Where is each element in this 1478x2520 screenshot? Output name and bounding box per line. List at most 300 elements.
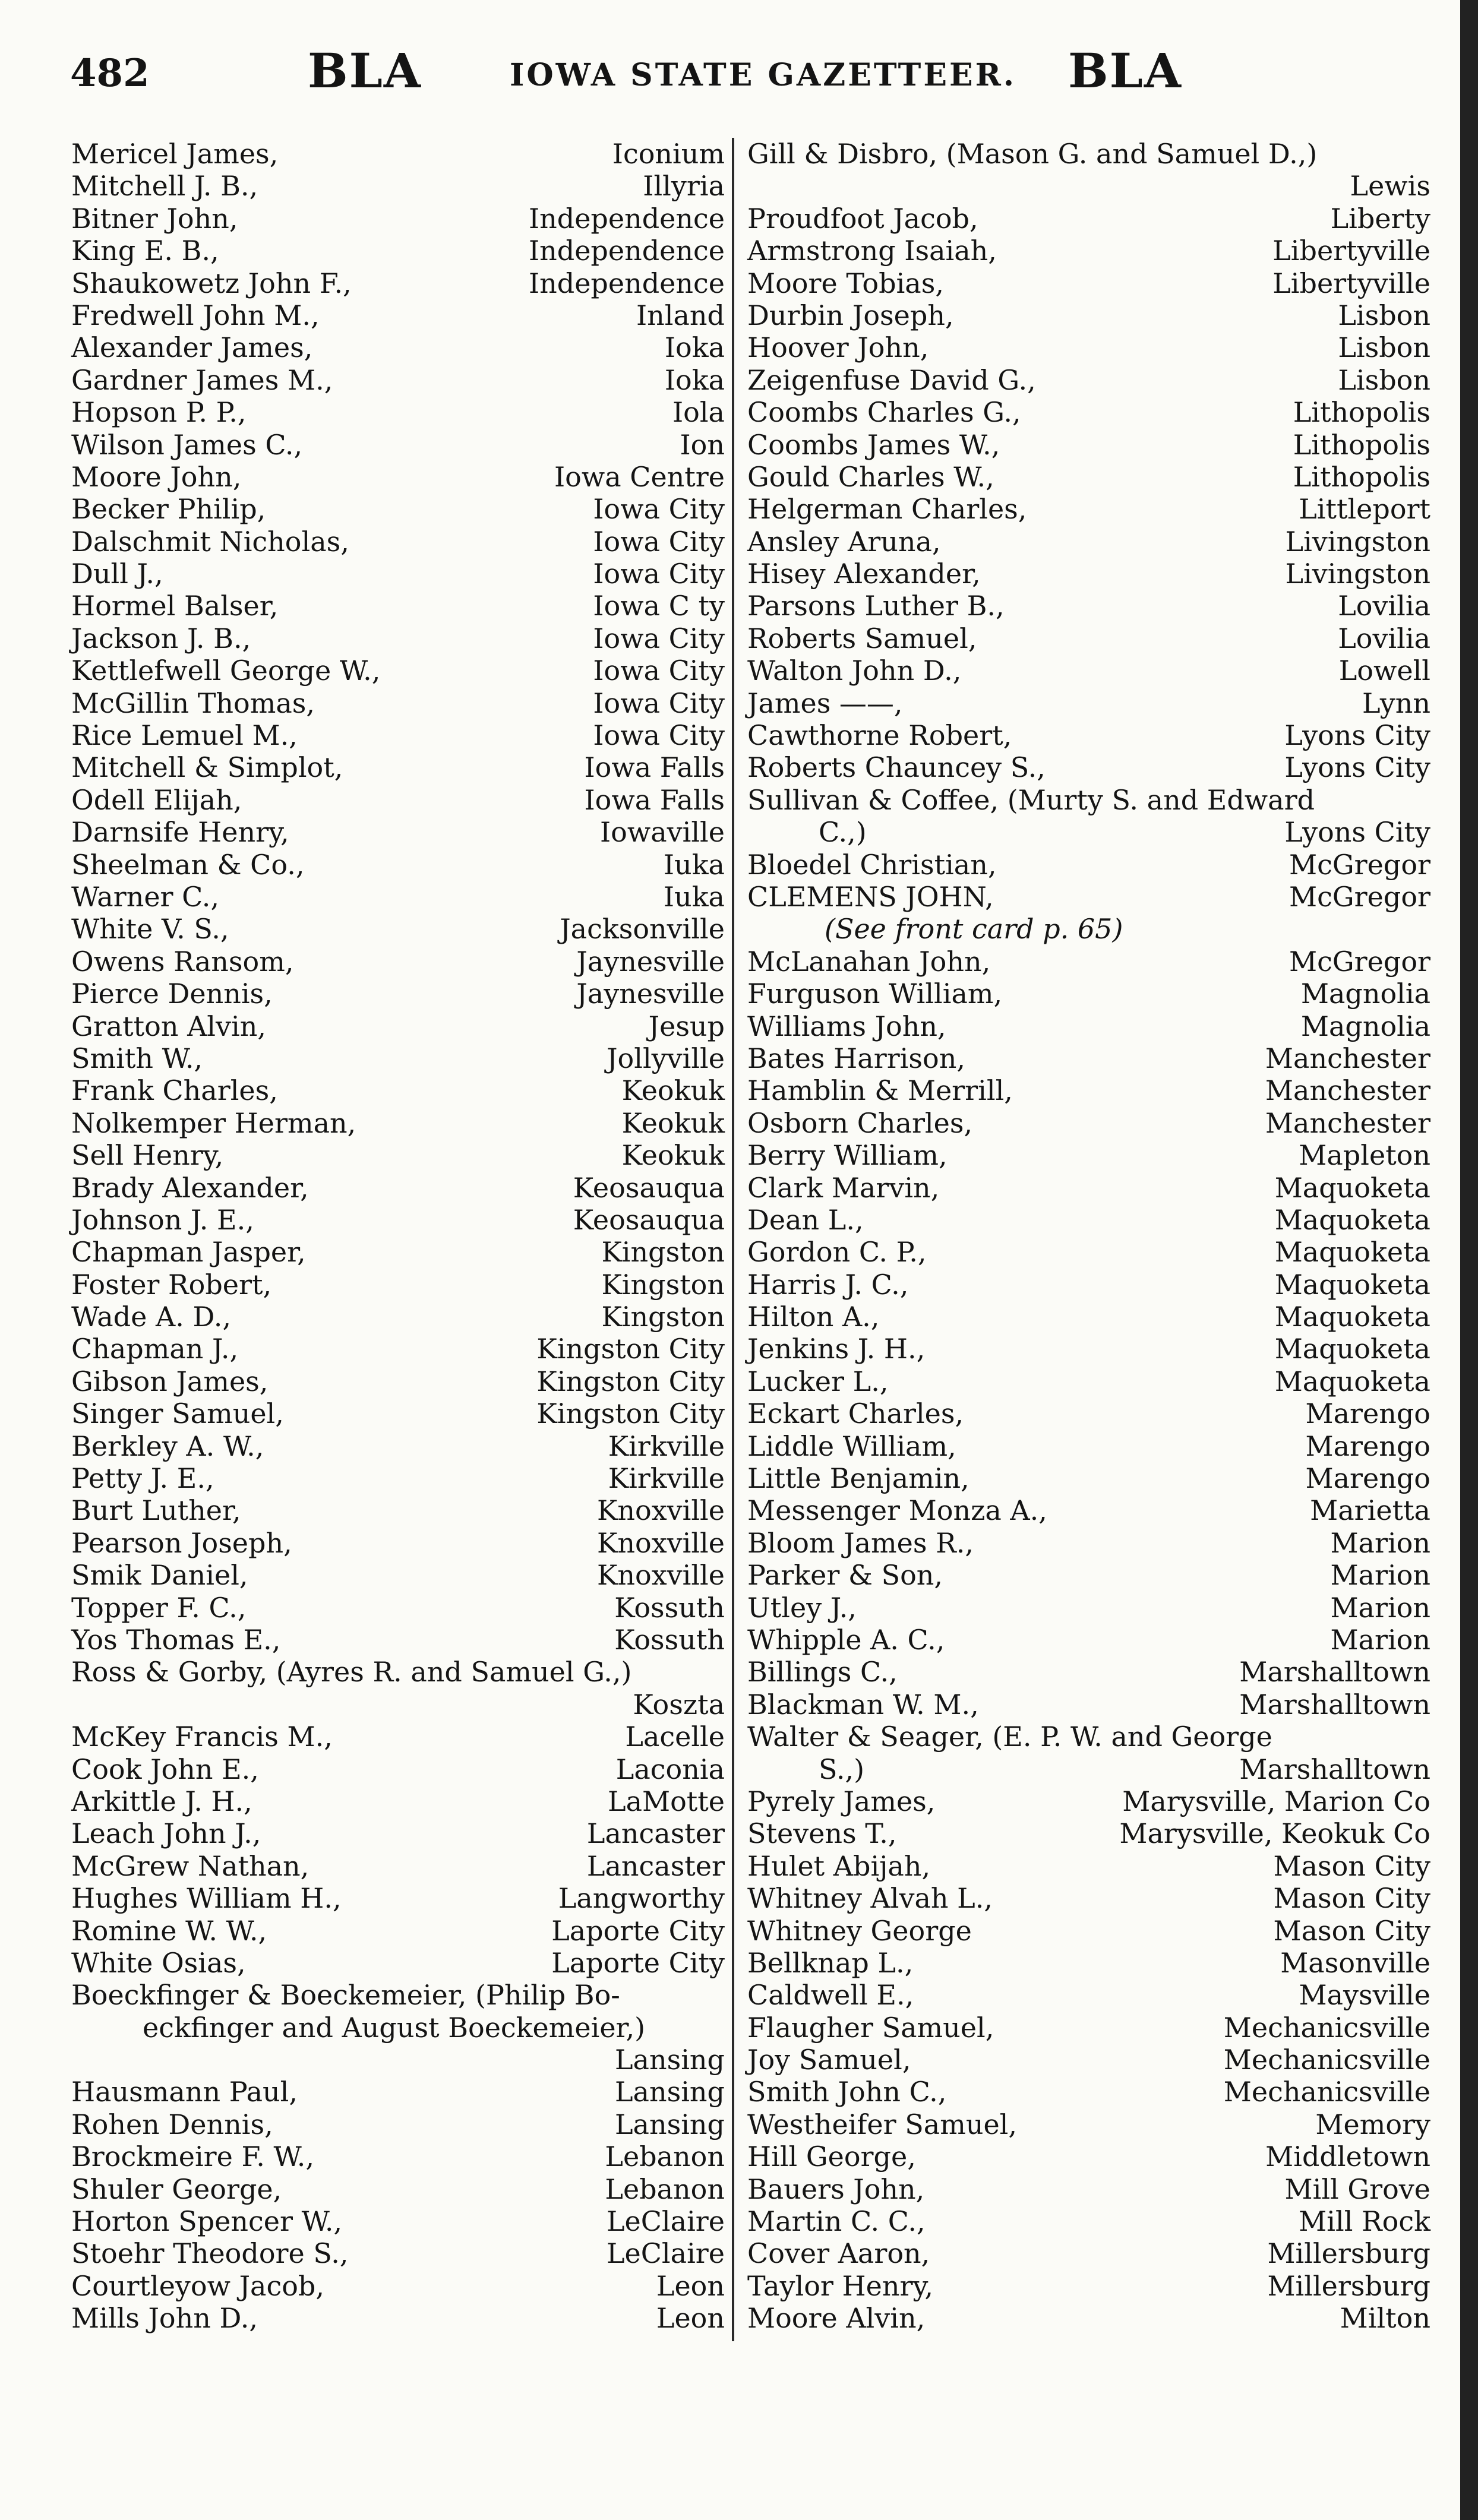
- directory-entry: [71, 1397, 725, 1430]
- directory-entry: [71, 849, 725, 881]
- entry-place: Kingston City: [536, 1397, 725, 1430]
- entry-name: Hopson P. P.,: [71, 396, 247, 429]
- entry-name: Gordon C. P.,: [747, 1236, 927, 1269]
- directory-entry: [747, 2237, 1430, 2269]
- directory-entry: [747, 1397, 1430, 1430]
- entry-name: Horton Spencer W.,: [71, 2205, 343, 2238]
- entry-name: Hill George,: [747, 2140, 916, 2173]
- entry-place: Kirkville: [608, 1462, 725, 1495]
- entry-place: Knoxville: [597, 1526, 725, 1559]
- entry-place: Keokuk: [621, 1106, 725, 1139]
- entry-name: Flaugher Samuel,: [747, 2011, 994, 2044]
- directory-entry: [71, 1107, 725, 1139]
- entry-name: Moore John,: [71, 460, 242, 493]
- directory-entry: [747, 1979, 1430, 2011]
- entry-name: Bellknap L.,: [747, 1946, 914, 1979]
- entry-place: Maysville: [1299, 1979, 1430, 2012]
- entry-place: McGregor: [1289, 848, 1430, 881]
- directory-entry: [71, 1817, 725, 1849]
- entry-place: Lisbon: [1338, 299, 1430, 331]
- entry-place: Keosauqua: [573, 1203, 725, 1236]
- directory-entry: [71, 1624, 725, 1656]
- directory-entry: [747, 299, 1430, 331]
- directory-entry: [747, 1139, 1430, 1171]
- entry-place: Leon: [656, 2269, 725, 2302]
- entry-name: Yos Thomas E.,: [71, 1623, 281, 1656]
- directory-entry: [71, 784, 725, 816]
- entry-name: Boeckfinger & Boeckemeier, (Philip Bo-: [71, 1979, 620, 2012]
- entry-name: Roberts Samuel,: [747, 622, 977, 654]
- entry-name: Moore Tobias,: [747, 267, 944, 299]
- entry-name: Stoehr Theodore S.,: [71, 2237, 349, 2270]
- entry-name: Owens Ransom,: [71, 945, 294, 978]
- directory-entry: [71, 1333, 725, 1365]
- entry-name: Parker & Son,: [747, 1559, 943, 1592]
- entry-name: Taylor Henry,: [747, 2269, 933, 2302]
- directory-entry: [747, 1042, 1430, 1074]
- entry-name: Cawthorne Robert,: [747, 719, 1012, 752]
- entry-place: Lyons City: [1284, 751, 1430, 784]
- directory-entry: [747, 2205, 1430, 2237]
- directory-entry: [747, 2044, 1430, 2076]
- directory-entry: [71, 719, 725, 751]
- entry-place: Memory: [1315, 2108, 1430, 2140]
- directory-entry: [747, 1947, 1430, 1979]
- directory-entry: [71, 429, 725, 461]
- entry-name: Hausmann Paul,: [71, 2076, 298, 2108]
- directory-entry: [747, 1656, 1430, 1688]
- page-header: [70, 43, 1182, 108]
- entry-place: Lansing: [615, 2044, 725, 2076]
- directory-entry: [747, 2076, 1430, 2108]
- directory-entry: [747, 1850, 1430, 1882]
- entry-place: Iowa City: [593, 622, 725, 654]
- entry-place: Kingston: [601, 1268, 725, 1301]
- directory-entry: [71, 978, 725, 1010]
- directory-entry: [747, 1107, 1430, 1139]
- entry-place: Jaynesville: [576, 978, 725, 1010]
- entry-name: Gratton Alvin,: [71, 1010, 266, 1042]
- entry-name: Mitchell J. B.,: [71, 170, 258, 203]
- directory-entry: [71, 1947, 725, 1979]
- entry-name: Ansley Aruna,: [747, 525, 941, 558]
- entry-place: Jollyville: [607, 1042, 725, 1074]
- entry-place: Keosauqua: [573, 1171, 725, 1204]
- directory-entry: [71, 622, 725, 654]
- entry-name: Caldwell E.,: [747, 1979, 914, 2012]
- directory-entry: [747, 2302, 1430, 2334]
- directory-entry: [71, 396, 725, 428]
- entry-name: Hoover John,: [747, 331, 929, 364]
- entry-name: Roberts Chauncey S.,: [747, 751, 1046, 784]
- entry-name: Bates Harrison,: [747, 1042, 965, 1074]
- entry-name: Armstrong Isaiah,: [747, 235, 997, 267]
- entry-place: Mechanicsville: [1223, 2044, 1430, 2076]
- entry-place: Kossuth: [614, 1591, 725, 1624]
- entry-name: McLanahan John,: [747, 945, 991, 978]
- entry-place: Littleport: [1299, 493, 1430, 526]
- entry-name: Mitchell & Simplot,: [71, 751, 343, 784]
- directory-entry: [71, 1494, 725, 1526]
- directory-entry: [71, 235, 725, 267]
- entry-name: Martin C. C.,: [747, 2205, 926, 2238]
- entry-name: Dalschmit Nicholas,: [71, 525, 349, 558]
- entry-place: Marengo: [1305, 1430, 1430, 1462]
- entry-name: Rohen Dennis,: [71, 2108, 273, 2140]
- directory-entry: [747, 1494, 1430, 1526]
- directory-entry: [747, 1559, 1430, 1591]
- directory-entry: [71, 299, 725, 331]
- directory-entry: [71, 1074, 725, 1106]
- directory-entry: [747, 1430, 1430, 1462]
- entry-name: Arkittle J. H.,: [71, 1785, 252, 1817]
- directory-entry: [71, 203, 725, 235]
- entry-place: Maquoketa: [1274, 1203, 1430, 1236]
- entry-name: Proudfoot Jacob,: [747, 202, 978, 235]
- entry-name: King E. B.,: [71, 235, 219, 267]
- entry-name: Lucker L.,: [747, 1365, 889, 1397]
- page-number: 482: [70, 51, 150, 96]
- entry-name: Parsons Luther B.,: [747, 590, 1005, 622]
- directory-entry: [71, 1915, 725, 1947]
- entry-place: Marshalltown: [1239, 1656, 1430, 1689]
- directory-entry: [71, 1301, 725, 1333]
- directory-entry: [71, 2270, 725, 2302]
- entry-name: Pyrely James,: [747, 1785, 936, 1817]
- entry-name: Coombs James W.,: [747, 428, 1000, 461]
- directory-entry: [747, 2012, 1430, 2044]
- entry-place: Lancaster: [586, 1817, 725, 1850]
- entry-name: Sheelman & Co.,: [71, 848, 305, 881]
- entry-place: Kingston: [601, 1236, 725, 1269]
- directory-entry: [747, 1689, 1430, 1721]
- directory-entry: [71, 2108, 725, 2140]
- entry-place: Lithopolis: [1293, 460, 1430, 493]
- entry-place: Langworthy: [558, 1882, 725, 1915]
- entry-place: Iowa Centre: [554, 460, 725, 493]
- entry-name: Romine W. W.,: [71, 1914, 267, 1947]
- entry-name: Liddle William,: [747, 1430, 956, 1462]
- entry-name: Zeigenfuse David G.,: [747, 363, 1036, 396]
- entry-place: Libertyville: [1272, 267, 1430, 299]
- directory-entry: [71, 590, 725, 622]
- entry-place: LeClaire: [606, 2205, 725, 2238]
- entry-name: Clark Marvin,: [747, 1171, 940, 1204]
- entry-place: Marshalltown: [1239, 1688, 1430, 1721]
- entry-place: Independence: [528, 235, 725, 267]
- directory-entry: [747, 978, 1430, 1010]
- entry-name: Rice Lemuel M.,: [71, 719, 298, 752]
- entry-place: Kirkville: [608, 1430, 725, 1462]
- directory-entry: [71, 1139, 725, 1171]
- directory-entry: [747, 1817, 1430, 1849]
- entry-name: Messenger Monza A.,: [747, 1494, 1047, 1527]
- entry-place: Mason City: [1273, 1914, 1430, 1947]
- entry-name-continued: eckfinger and August Boeckemeier,): [143, 2011, 646, 2044]
- entry-place: Lansing: [615, 2076, 725, 2108]
- running-title: IOWA STATE GAZETTEER.: [510, 57, 1016, 93]
- directory-entry: [747, 331, 1430, 363]
- entry-place: Laporte City: [551, 1946, 725, 1979]
- directory-entry: [71, 526, 725, 558]
- directory-entry: [747, 1785, 1430, 1817]
- entry-place: Maquoketa: [1274, 1365, 1430, 1397]
- entry-name: Gill & Disbro, (Mason G. and Samuel D.,): [747, 138, 1318, 170]
- entry-place: Lyons City: [1284, 816, 1430, 849]
- directory-entry: [747, 1236, 1430, 1268]
- directory-entry: [747, 558, 1430, 590]
- directory-entry: [747, 1301, 1430, 1333]
- entry-place: Iuka: [663, 848, 725, 881]
- entry-place: Mapleton: [1299, 1139, 1430, 1172]
- entry-name: Stevens T.,: [747, 1817, 897, 1850]
- entry-place: Iola: [672, 396, 725, 429]
- directory-entry: [71, 1365, 725, 1397]
- directory-entry: [71, 1882, 725, 1914]
- entry-name: Chapman Jasper,: [71, 1236, 306, 1269]
- entry-place: Marietta: [1310, 1494, 1430, 1527]
- entry-place: Iowa City: [593, 687, 725, 719]
- directory-entry: [747, 1204, 1430, 1236]
- entry-name: Pearson Joseph,: [71, 1526, 292, 1559]
- entry-name: Hughes William H.,: [71, 1882, 342, 1915]
- entry-name: Eckart Charles,: [747, 1397, 964, 1430]
- entry-name: Burt Luther,: [71, 1494, 241, 1527]
- directory-entry: [71, 1979, 725, 2076]
- entry-place: Milton: [1340, 2302, 1430, 2335]
- entry-name: Brady Alexander,: [71, 1171, 309, 1204]
- entry-name: Little Benjamin,: [747, 1462, 969, 1495]
- entry-name: Smik Daniel,: [71, 1559, 248, 1592]
- entry-place: Lewis: [1350, 170, 1430, 203]
- entry-place: Maquoketa: [1274, 1333, 1430, 1365]
- entry-note: (See front card p. 65): [825, 913, 1123, 946]
- directory-entry: [71, 1204, 725, 1236]
- directory-entry: [71, 2302, 725, 2334]
- entry-name: Hilton A.,: [747, 1301, 880, 1333]
- directory-entry: [747, 1527, 1430, 1559]
- entry-place: Iuka: [663, 880, 725, 913]
- entry-place: Iowaville: [599, 816, 725, 849]
- directory-entry: [71, 1721, 725, 1753]
- directory-entry: [71, 558, 725, 590]
- entry-name: Johnson J. E.,: [71, 1203, 254, 1236]
- entry-place: Lyons City: [1284, 719, 1430, 752]
- entry-place: Kingston: [601, 1301, 725, 1333]
- entry-place: Ion: [680, 428, 725, 461]
- entry-name: Blackman W. M.,: [747, 1688, 979, 1721]
- entry-place: Independence: [528, 267, 725, 299]
- entry-place: Iowa City: [593, 558, 725, 590]
- directory-entry: [71, 654, 725, 687]
- entry-name: Odell Elijah,: [71, 783, 242, 816]
- directory-entry: [71, 881, 725, 913]
- entry-name: Mills John D.,: [71, 2302, 258, 2335]
- directory-entry: [71, 1785, 725, 1817]
- directory-entry: [71, 1269, 725, 1301]
- directory-entry: [71, 946, 725, 978]
- entry-name: Berry William,: [747, 1139, 948, 1172]
- entry-place: Iowa City: [593, 525, 725, 558]
- entry-place: Kingston City: [536, 1365, 725, 1397]
- entry-name: Hamblin & Merrill,: [747, 1074, 1013, 1107]
- entry-place: McGregor: [1289, 945, 1430, 978]
- entry-name: Ross & Gorby, (Ayres R. and Samuel G.,): [71, 1656, 632, 1689]
- entry-name: James ——,: [747, 687, 903, 719]
- directory-entry: [747, 1624, 1430, 1656]
- entry-name: Wilson James C.,: [71, 428, 303, 461]
- entry-place: Knoxville: [597, 1559, 725, 1592]
- entry-name: Pierce Dennis,: [71, 978, 273, 1010]
- directory-entry: [747, 396, 1430, 428]
- directory-entry: [71, 364, 725, 396]
- entry-place: Iowa C ty: [593, 590, 725, 622]
- entry-name: White Osias,: [71, 1946, 246, 1979]
- entry-name: Hisey Alexander,: [747, 558, 981, 590]
- entry-place: Livingston: [1285, 525, 1430, 558]
- entry-place: Lithopolis: [1293, 396, 1430, 429]
- directory-entry: [71, 267, 725, 299]
- entry-place: Lancaster: [586, 1849, 725, 1882]
- directory-entry: [71, 1010, 725, 1042]
- directory-entry: [71, 493, 725, 525]
- directory-entry: [71, 1042, 725, 1074]
- directory-entry: [71, 1462, 725, 1494]
- entry-place: Illyria: [643, 170, 725, 203]
- entry-name: Brockmeire F. W.,: [71, 2140, 314, 2173]
- entry-name: Osborn Charles,: [747, 1106, 973, 1139]
- entry-name: McKey Francis M.,: [71, 1721, 333, 1753]
- directory-entry: [71, 2076, 725, 2108]
- directory-entry: [747, 687, 1430, 719]
- entry-place: Laporte City: [551, 1914, 725, 1947]
- entry-place: Marengo: [1305, 1462, 1430, 1495]
- entry-place: Middletown: [1265, 2140, 1430, 2173]
- right-key-word: BLA: [1068, 43, 1182, 99]
- entry-place: Lovilia: [1338, 622, 1430, 654]
- entry-name: Nolkemper Herman,: [71, 1106, 356, 1139]
- directory-entry: [71, 1753, 725, 1785]
- entry-name: Berkley A. W.,: [71, 1430, 264, 1462]
- entry-name: Gardner James M.,: [71, 363, 333, 396]
- entry-place: Marshalltown: [1239, 1753, 1430, 1785]
- entry-place: Marysville, Marion Co: [1122, 1785, 1430, 1817]
- entry-place: Liberty: [1330, 202, 1430, 235]
- directory-entry: [71, 1236, 725, 1268]
- entry-name: CLEMENS JOHN,: [747, 881, 994, 913]
- entry-name: Coombs Charles G.,: [747, 396, 1021, 429]
- entry-name: White V. S.,: [71, 913, 229, 946]
- directory-entry: [747, 203, 1430, 235]
- entry-place: Kingston City: [536, 1333, 725, 1365]
- entry-name: Smith W.,: [71, 1042, 203, 1074]
- entry-name: Walter & Seager, (E. P. W. and George: [747, 1721, 1272, 1753]
- entry-name: Bitner John,: [71, 202, 238, 235]
- entry-place: LeClaire: [606, 2237, 725, 2270]
- directory-entry: [747, 2140, 1430, 2173]
- entry-name: Smith John C.,: [747, 2076, 947, 2108]
- directory-entry: [747, 719, 1430, 751]
- entry-place: Maquoketa: [1274, 1268, 1430, 1301]
- directory-entry: [71, 1172, 725, 1204]
- entry-place: LaMotte: [608, 1785, 725, 1817]
- entry-name: Bauers John,: [747, 2173, 925, 2205]
- entry-place: Ioka: [664, 331, 725, 364]
- entry-place: Magnolia: [1300, 978, 1430, 1010]
- entry-name: Moore Alvin,: [747, 2302, 926, 2335]
- entry-place: Laconia: [615, 1753, 725, 1785]
- entry-place: Keokuk: [621, 1139, 725, 1172]
- entry-name: Alexander James,: [71, 331, 313, 364]
- directory-entry: [747, 590, 1430, 622]
- entry-place: Marysville, Keokuk Co: [1119, 1817, 1430, 1850]
- entry-name: Cover Aaron,: [747, 2237, 930, 2270]
- entry-name: Wade A. D.,: [71, 1301, 231, 1333]
- entry-place: Jacksonville: [560, 913, 725, 946]
- entry-place: Marion: [1330, 1526, 1430, 1559]
- directory-entry: [71, 2140, 725, 2173]
- entry-name: Mericel James,: [71, 138, 279, 170]
- entry-name: Bloedel Christian,: [747, 848, 997, 881]
- entry-place: Maquoketa: [1274, 1236, 1430, 1269]
- entry-place: Magnolia: [1300, 1010, 1430, 1042]
- entry-place: Millersburg: [1267, 2269, 1430, 2302]
- entry-name: Whipple A. C.,: [747, 1624, 945, 1656]
- entry-name: Leach John J.,: [71, 1817, 261, 1850]
- entry-place: Iowa Falls: [584, 783, 725, 816]
- directory-entry: [71, 751, 725, 783]
- directory-entry: [747, 2173, 1430, 2205]
- entry-name: Utley J.,: [747, 1591, 857, 1624]
- entry-place: Inland: [636, 299, 725, 331]
- directory-entry: [71, 1430, 725, 1462]
- entry-place: Lebanon: [605, 2173, 725, 2205]
- entry-name-continued: S.,): [819, 1753, 865, 1785]
- entry-place: Mill Rock: [1299, 2205, 1430, 2238]
- page-edge: [1460, 0, 1478, 2520]
- entry-place: Jesup: [648, 1010, 725, 1042]
- entry-place: Lynn: [1362, 687, 1430, 719]
- entry-place: Iowa City: [593, 654, 725, 687]
- directory-entry: [747, 1365, 1430, 1397]
- entry-place: Mechanicsville: [1223, 2076, 1430, 2108]
- directory-entry: [747, 267, 1430, 299]
- entry-name: Cook John E.,: [71, 1753, 259, 1785]
- entry-name: Sell Henry,: [71, 1139, 224, 1172]
- directory-entry: [747, 1882, 1430, 1914]
- entry-name: Jenkins J. H.,: [747, 1333, 926, 1365]
- entry-place: Maquoketa: [1274, 1171, 1430, 1204]
- directory-entry: [747, 1592, 1430, 1624]
- entry-place: Marion: [1330, 1591, 1430, 1624]
- directory-entry: [747, 1074, 1430, 1106]
- entry-name: Hulet Abijah,: [747, 1849, 931, 1882]
- entry-place: Lisbon: [1338, 363, 1430, 396]
- directory-entry: [747, 2108, 1430, 2140]
- directory-entry: [747, 364, 1430, 396]
- entry-name: Whitney Alvah L.,: [747, 1882, 993, 1915]
- entry-name: Shaukowetz John F.,: [71, 267, 352, 299]
- directory-entry: [747, 2270, 1430, 2302]
- directory-entry: [71, 687, 725, 719]
- entry-place: Jaynesville: [576, 945, 725, 978]
- entry-place: Lovilia: [1338, 590, 1430, 622]
- entry-place: Livingston: [1285, 558, 1430, 590]
- entry-place: Lithopolis: [1293, 428, 1430, 461]
- directory-entry: [71, 138, 725, 170]
- entry-name: Dull J.,: [71, 558, 163, 590]
- entry-name: Hormel Balser,: [71, 590, 279, 622]
